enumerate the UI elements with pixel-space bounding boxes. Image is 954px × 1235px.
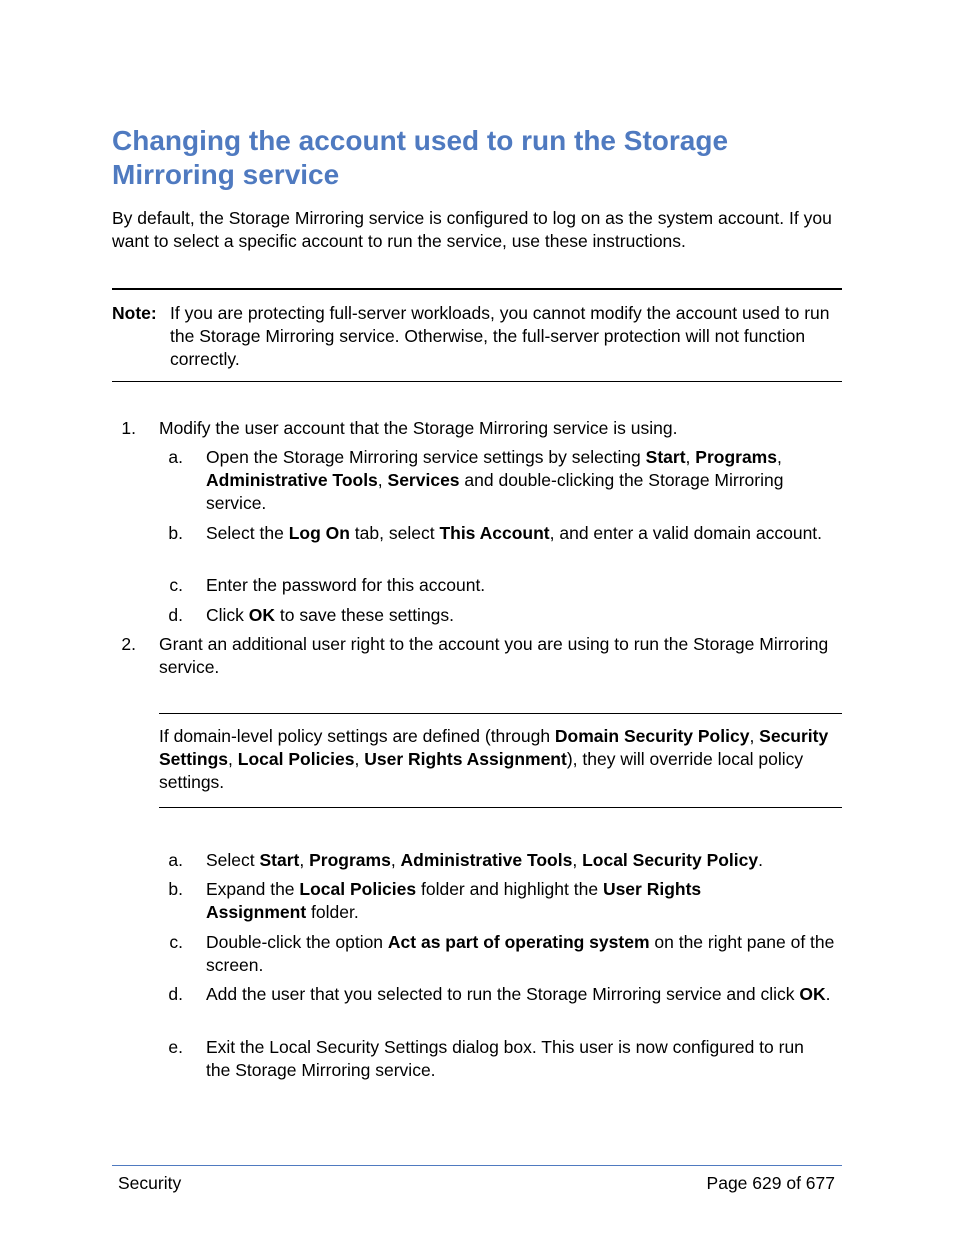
policy-note-box — [159, 713, 842, 808]
substep-letter: d. — [168, 984, 183, 1004]
substep-letter: c. — [169, 575, 183, 595]
intro-paragraph: By default, the Storage Mirroring service is configured to log on as the system account. If you want to select a specific account to run the service, use these instructions. — [112, 208, 832, 251]
substep-text: Select Start, Programs, Administrative Tools, Local Security Policy. — [206, 850, 763, 870]
substep-text: Open the Storage Mirroring service settings by selecting Start, Programs, Administrative Tools, Services and double-clicking the Storage Mirroring service. — [206, 447, 784, 513]
note-label: Note: — [112, 303, 157, 323]
substep-letter: a. — [168, 850, 183, 870]
substep-text: Add the user that you selected to run the Storage Mirroring service and click OK. — [206, 984, 831, 1004]
substep-text: Double-click the option Act as part of operating system on the right pane of the screen. — [206, 932, 835, 975]
note-box — [112, 288, 842, 382]
substep-text: Select the Log On tab, select This Account, and enter a valid domain account. — [206, 523, 823, 543]
footer-page-number: Page 629 of 677 — [706, 1173, 835, 1193]
substep-text: Enter the password for this account. — [206, 575, 486, 595]
step-text: Modify the user account that the Storage Mirroring service is using. — [159, 418, 678, 438]
substep-letter: b. — [168, 523, 183, 543]
substep-letter: e. — [168, 1037, 183, 1057]
page-title: Changing the account used to run the Storage Mirroring service — [112, 125, 729, 190]
note-text: If you are protecting full-server workloads, you cannot modify the account used to run the Storage Mirroring service. Otherwise, the full-server protection will not function correctly. — [170, 303, 830, 369]
substep-letter: d. — [168, 605, 183, 625]
substep-text: Expand the Local Policies folder and highlight the User Rights Assignment folder. — [206, 879, 702, 922]
substep-text: Exit the Local Security Settings dialog box. This user is now configured to run the Storage Mirroring service. — [206, 1037, 804, 1080]
policy-note-text: If domain-level policy settings are defined (through Domain Security Policy, Security Settings, Local Policies, User Rights Assignment), they will override local policy settings. — [159, 726, 829, 792]
step-number: 2. — [121, 634, 136, 654]
substep-letter: a. — [168, 447, 183, 467]
substep-letter: b. — [168, 879, 183, 899]
step-number: 1. — [121, 418, 136, 438]
substep-text: Click OK to save these settings. — [206, 605, 455, 625]
step-text: Grant an additional user right to the account you are using to run the Storage Mirroring service. — [159, 634, 829, 677]
footer-section: Security — [118, 1173, 182, 1193]
footer-divider — [112, 1165, 842, 1166]
substep-letter: c. — [169, 932, 183, 952]
